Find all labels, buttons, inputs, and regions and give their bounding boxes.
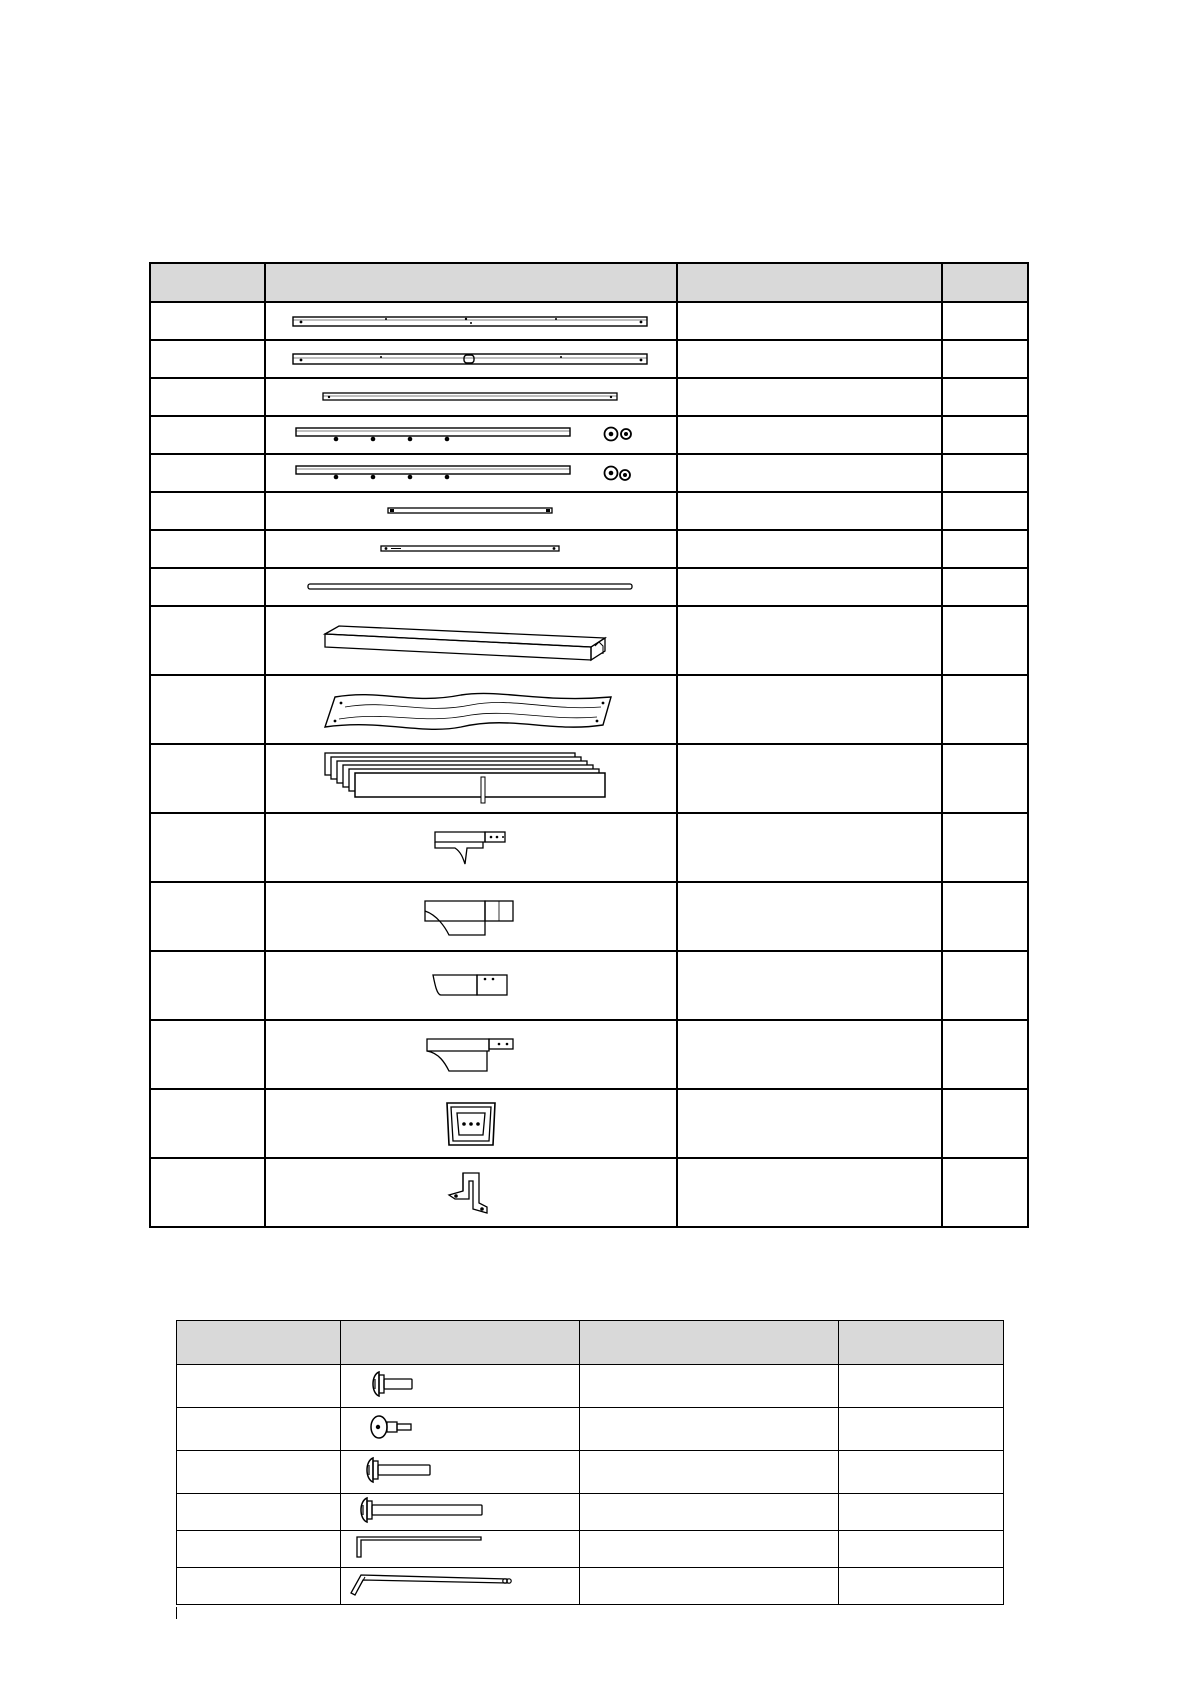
table-row (177, 1365, 1004, 1408)
short-bar-with-pin-icon (379, 543, 563, 555)
description-cell (677, 951, 942, 1020)
table-row (150, 1089, 1028, 1158)
table-row (150, 882, 1028, 951)
table-row (150, 568, 1028, 606)
hardware-table-header (177, 1321, 1004, 1365)
description-cell (677, 675, 942, 744)
drawing-cell (265, 454, 677, 492)
table-row (150, 1158, 1028, 1227)
part-no-cell (150, 744, 265, 813)
header-description (677, 263, 942, 302)
qty-cell (942, 530, 1028, 568)
part-no-cell (177, 1408, 341, 1451)
part-no-cell (150, 951, 265, 1020)
description-cell (677, 606, 942, 675)
qty-cell (942, 454, 1028, 492)
long-bolt-icon (357, 1495, 485, 1525)
drawing-cell (265, 1020, 677, 1089)
drawing-cell (265, 744, 677, 813)
description-cell (677, 1158, 942, 1227)
header-qty (839, 1321, 1004, 1365)
part-no-cell (150, 378, 265, 416)
part-no-cell (150, 492, 265, 530)
thin-rail-icon (321, 389, 621, 405)
header-qty (942, 263, 1028, 302)
description-cell (580, 1568, 839, 1605)
table-row (177, 1531, 1004, 1568)
beam-with-pegs-and-clip-icon (291, 423, 651, 447)
drawing-cell (265, 1089, 677, 1158)
square-post-icon (321, 616, 621, 666)
description-cell (677, 744, 942, 813)
part-no-cell (150, 813, 265, 882)
part-no-cell (177, 1365, 341, 1408)
table-row (150, 530, 1028, 568)
description-cell (580, 1494, 839, 1531)
part-no-cell (177, 1531, 341, 1568)
description-cell (677, 340, 942, 378)
header-part-no (177, 1321, 341, 1365)
part-no-cell (177, 1451, 341, 1494)
table-row (177, 1568, 1004, 1605)
description-cell (677, 378, 942, 416)
description-cell (677, 568, 942, 606)
drawing-cell (265, 568, 677, 606)
qty-cell (942, 302, 1028, 340)
beam-with-pegs-and-clip-icon (291, 461, 651, 485)
table-row (150, 454, 1028, 492)
qty-cell (942, 1089, 1028, 1158)
table-row (177, 1494, 1004, 1531)
qty-cell (942, 1020, 1028, 1089)
part-no-cell (150, 1158, 265, 1227)
long-beam-with-center-bolt-icon (291, 349, 651, 369)
part-no-cell (150, 416, 265, 454)
corner-bracket-flat-icon (423, 1035, 519, 1075)
qty-cell (942, 340, 1028, 378)
table-row (177, 1451, 1004, 1494)
part-no-cell (150, 454, 265, 492)
table-row (150, 606, 1028, 675)
shoulder-bolt-icon (369, 1412, 415, 1442)
description-cell (677, 302, 942, 340)
table-row (150, 302, 1028, 340)
table-row (150, 416, 1028, 454)
wavy-panel-icon (321, 685, 621, 735)
parts-table-header (150, 263, 1028, 302)
qty-cell (839, 1531, 1004, 1568)
part-no-cell (150, 1089, 265, 1158)
table-row (150, 492, 1028, 530)
drawing-cell (265, 675, 677, 744)
corner-bracket-straight-icon (429, 971, 513, 1001)
post-base-plate-icon (443, 1099, 499, 1149)
table-row (150, 744, 1028, 813)
drawing-cell (341, 1568, 580, 1605)
parts-table (149, 262, 1029, 1228)
part-no-cell (150, 675, 265, 744)
table-row (150, 951, 1028, 1020)
part-no-cell (150, 340, 265, 378)
header-part-no (150, 263, 265, 302)
qty-cell (942, 744, 1028, 813)
description-cell (677, 882, 942, 951)
short-bar-icon (386, 505, 556, 517)
description-cell (677, 492, 942, 530)
table-row (150, 813, 1028, 882)
qty-cell (839, 1365, 1004, 1408)
drawing-cell (341, 1531, 580, 1568)
part-no-cell (150, 606, 265, 675)
short-bolt-icon (369, 1369, 415, 1399)
table-edge-line (176, 1607, 177, 1619)
part-no-cell (150, 1020, 265, 1089)
long-beam-with-holes-icon (291, 311, 651, 331)
header-description (580, 1321, 839, 1365)
drawing-cell (341, 1365, 580, 1408)
drawing-cell (265, 302, 677, 340)
table-row (177, 1408, 1004, 1451)
qty-cell (942, 606, 1028, 675)
drawing-cell (265, 951, 677, 1020)
qty-cell (942, 378, 1028, 416)
louver-panel-set-icon (321, 749, 621, 809)
qty-cell (942, 492, 1028, 530)
corner-bracket-large-icon (421, 895, 521, 939)
table-row (150, 1020, 1028, 1089)
description-cell (677, 530, 942, 568)
part-no-cell (150, 568, 265, 606)
part-no-cell (150, 530, 265, 568)
drawing-cell (265, 606, 677, 675)
hardware-table (176, 1320, 1004, 1605)
description-cell (677, 416, 942, 454)
table-row (150, 340, 1028, 378)
qty-cell (839, 1494, 1004, 1531)
qty-cell (839, 1451, 1004, 1494)
qty-cell (942, 416, 1028, 454)
qty-cell (942, 1158, 1028, 1227)
part-no-cell (177, 1568, 341, 1605)
description-cell (580, 1408, 839, 1451)
drawing-cell (265, 416, 677, 454)
u-mount-bracket-icon (445, 1169, 497, 1217)
qty-cell (942, 882, 1028, 951)
medium-bolt-icon (363, 1455, 433, 1485)
long-rod-icon (306, 582, 636, 592)
description-cell (677, 1020, 942, 1089)
allen-key-small-icon (355, 1533, 485, 1561)
drawing-cell (265, 813, 677, 882)
qty-cell (942, 675, 1028, 744)
drawing-cell (341, 1451, 580, 1494)
drawing-cell (265, 1158, 677, 1227)
header-drawing (265, 263, 677, 302)
drawing-cell (265, 882, 677, 951)
qty-cell (942, 568, 1028, 606)
description-cell (677, 813, 942, 882)
qty-cell (942, 813, 1028, 882)
part-no-cell (177, 1494, 341, 1531)
drawing-cell (265, 378, 677, 416)
part-no-cell (150, 302, 265, 340)
drawing-cell (341, 1494, 580, 1531)
qty-cell (942, 951, 1028, 1020)
allen-key-large-icon (347, 1569, 513, 1599)
description-cell (580, 1365, 839, 1408)
table-row (150, 378, 1028, 416)
description-cell (580, 1531, 839, 1568)
table-row (150, 675, 1028, 744)
drawing-cell (341, 1408, 580, 1451)
header-drawing (341, 1321, 580, 1365)
corner-bracket-small-icon (431, 826, 511, 870)
drawing-cell (265, 492, 677, 530)
qty-cell (839, 1568, 1004, 1605)
description-cell (580, 1451, 839, 1494)
description-cell (677, 454, 942, 492)
drawing-cell (265, 340, 677, 378)
description-cell (677, 1089, 942, 1158)
part-no-cell (150, 882, 265, 951)
drawing-cell (265, 530, 677, 568)
qty-cell (839, 1408, 1004, 1451)
